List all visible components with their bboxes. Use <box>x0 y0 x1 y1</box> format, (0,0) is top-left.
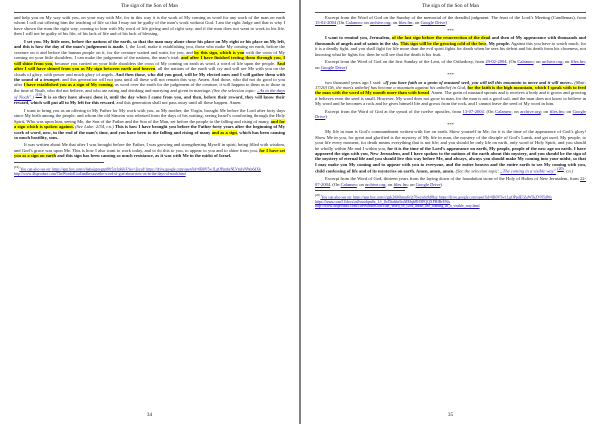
excerpt-citation: Excerpt from the Word of God on the first Sunday of the Lent, of the Orthodoxy, from 29-02-2004. (On Calameo; on archive.org; on files.fm; on Google Drive) <box>315 59 586 70</box>
paragraph: It was written about Me that after I was brought before the Father, I was growing and strengthening Myself in spirit, being filled with wisdom, and God’s grace was upon Me. This is how I also want to work today, and to do this to you, to appear to you and to shine from you, for I have set you as a sign on earth and this sign has been causing so much resistance, as it was with Me in the midst of Israel. <box>14 142 285 159</box>
right-page <box>301 0 600 424</box>
highlight: of the last sign before the resurrection of the dead <box>391 35 491 41</box>
left-page <box>0 0 299 424</box>
google-drive-link[interactable]: Google Drive <box>415 181 441 187</box>
paragraph: I set you. My little ones, before the nations of the earth, so that the man may alone chose his place on My right or his place on My left, and this is how the day of the man’s judgement is made. I, the Lord, make it establishing you, those who make My coming on earth, before the creature on it and before the human people on it, for the creature waited and waits for you, and by this sign, which is you with the cross of My coming on your little shoulders, I can make the judgement of the nations, the man’s trial; and after I have finished testing them through you, I will shine from you, because you carried on your little shoulders the cross of My coming on earth as word, a word of life upon the people. And after I will have shined from you as My sign between earth and heaven, all the nations of the earth will cry and will see Me with you on the clouds of glory, with power and much glory of angels. And then those, who did you good, will be My elected ones and I will gather them with the sound of a trumpet, and this generation will not pass until all these will not remain this way. Amen. And those, who did not do good to you after I have established you as a sign of My coming, as word over the earth for the judgement of the creature, it will happen to them as to those in the time of Noah, who did not believe, and who ate eating and drinking and marrying and given in marriage. (See the selection topic: „As in the days of Noah”.) $^{(19)}$ It is so they have always done it, until the day when I came from you, and then, before their reward, they will know their reward, which will put all to My left for this reward, and this generation shall not pass away until all these happen. Amen. <box>14 38 286 106</box>
separator: *** <box>447 121 454 127</box>
archive-link[interactable]: archive.org <box>364 181 386 187</box>
archive-link[interactable]: archive.org <box>520 108 541 114</box>
excerpt-citation: Excerpt from the Word of God on the Sunday of the memorial of the dreadful judgment. The feast of the Lord’s Meeting (Candlemas), from 15-02-2004 (On Calameo; on archive.org; on files.fm; on Google Drive) <box>315 15 586 26</box>
page-number: 34 <box>146 412 153 418</box>
highlight: and as a sign <box>211 129 237 135</box>
running-header: The sign of the Son of Man <box>120 3 179 9</box>
paragraph: I want to remind you, Jerusalem, of the last sign before the resurrection of the dead and then of My appearance with thousands and thousands of angels and of saints in the sky. This sign will be the growing cold of the love, My people. Against this you have to watch much, for it is a deadly fight, and you shall fight for life more than the evil spirit fights for death when he sees his defeat and his death from his closeness, not knowing what he fights for; then he will see that the death is his fruit. <box>315 35 586 57</box>
excerpt-citation: Excerpt from the Word of God, thirteen years from the laying down of the foundation stone of the Holy of Holies of New Jerusalem, from 22-07-2004. (On Calameo; on archive.org; on files.fm; on Google Drive) <box>315 176 586 187</box>
highlight: I have established you as a sign of My coming <box>23 82 113 88</box>
date-link[interactable]: 13-07-2004 <box>462 108 484 114</box>
highlight: for the faith is the high mountain, which I speak with to feed the man with the word of My mouth more than with bread <box>315 84 586 96</box>
footnote: $^{(20)}$ You can also see on: https://app.box.com/s/gzk2t6l6hmu6v2t76wixrlo9d8kq/ https://drive.google.com/open?id=0B0V5w1LgOPpdE1ZaW5kZVN5dWs https://issuu.com/1f/docs/aa5vuodqm0x_1/t_1h/Diahhe5txMMqb8918PQQXPHfBrEWu http://www.4fsproduct.com/TheWordofGod/1the_Word_of_God_about_the_coming_in_a_visible_way.html <box>315 193 552 209</box>
header-rule <box>315 12 586 13</box>
date-link[interactable]: 22-07-2004 <box>315 176 586 187</box>
page-body <box>14 15 285 176</box>
running-header: The sign of the Son of Man <box>421 3 480 9</box>
filesfm-link[interactable]: files.fm <box>398 20 413 26</box>
date-link[interactable]: 29-02-2004 <box>485 59 507 65</box>
filesfm-link[interactable]: files.fm <box>549 108 564 114</box>
footnote-ref[interactable]: (20) <box>557 167 564 172</box>
header-rule <box>14 12 285 13</box>
highlight: and after I have finished testing them through you, I will shine from you, <box>14 55 286 66</box>
excerpt-citation: Excerpt from the Word of God at the synod of the twelve apostles, from 13-07-2004. (On Calameo; on archive.org; on files.fm; on Google Drive) <box>315 108 586 120</box>
footnote-rule <box>315 190 405 191</box>
filesfm-link[interactable]: files.fm <box>570 59 585 65</box>
google-drive-link[interactable]: Google Drive <box>420 20 446 26</box>
footnote-ref[interactable]: (19) <box>35 93 42 98</box>
footnote-links[interactable]: You can also see on: https://app.box.com/s/habaigpregzp08r5zz1phjb3?sio=2iuxd/ https://drive.google.com/open?id=0B0V5w1LgOPpnbzNLVmJyNWp6dXk http://www.4fsproduct.com/TheWordofGod/andbecausethe-word-of-god-about-now-as-in-the-days-of-noah.html <box>14 167 261 176</box>
topic-link[interactable]: „The coming in a visible way” <box>500 168 557 174</box>
page-number: 35 <box>447 412 454 418</box>
filesfm-link[interactable]: files.fm <box>393 181 408 187</box>
highlight: This sign will be the growing cold of the love <box>400 40 487 46</box>
date-link[interactable]: 15-02-2004 <box>315 20 337 26</box>
calameo-link[interactable]: Calameo <box>517 59 534 65</box>
archive-link[interactable]: archive.org <box>541 59 563 65</box>
highlight: And after I will have shined from you as My sign between earth and heaven <box>14 60 285 72</box>
calameo-link[interactable]: Calameo <box>495 108 512 114</box>
archive-link[interactable]: archive.org <box>369 20 391 26</box>
paragraph: two thousand years ago I said: «If you have faith as a grain of mustard seed, you will tell this mountain to move and it will move». (Matt: 17/20) Oh, the man’s unbelief has become a mountain against his unbelief in God, for the faith is the high mountain, which I speak with to feed the man with the word of My mouth more than with bread. Amen. The grain of mustard sprouts and it receives a body and it grows and growing it believes even the seed is small. However, My word does not grow in man, for the man is not a good soil, and the man does not know to believe in My word and he becomes a rock and he gives himself life and grows from the rock, and I cannot leave the seed of My word in him. <box>315 79 586 107</box>
separator: *** <box>447 72 454 78</box>
calameo-link[interactable]: Calameo <box>345 20 362 26</box>
highlight: for I have set you as a sign on earth <box>14 147 285 159</box>
calameo-link[interactable]: Calameo <box>340 181 357 187</box>
highlight: and for a sign which is spoken against. <box>14 118 285 130</box>
google-drive-link[interactable]: Google Drive <box>320 64 346 70</box>
separator: *** <box>447 27 454 33</box>
paragraph: My life in man is God’s commandment written with fire on earth. Show yourself in Me, for it is the time of the appearance of God’s glory! Show Me in you, for great and glorified is the mystery of My life in man, the mystery of the disciple of God’s Lamb, and get used, My people, to your life every moment, for death means everything that is not life; and you should be only life on earth, only word of Holy Spirit, and you should be wholly within Me and I within you, for it is the time of the Lord’s appearance on earth, My people, people of the new age on earth. I have appeared the sign with you, New Jerusalem, and I have spoken to the nations of the earth about this mystery, and you should be the sign of the mystery of eternal life and you should live this way before Me, and always, always you should make My coming into your midst, so that I may make you My coming and to appear with you to everyone, and the entire heaven and the entire earth to see My coming with you, child confessing of life and of its mysteries on earth. Amen, amen, amen. (See the selection topic: „The coming in a visible way” $^{(20)}$. r.n.) <box>315 129 586 174</box>
footnote-rule <box>14 162 104 163</box>
topic-link[interactable]: „As in the days of Noah” <box>14 87 285 100</box>
page-body <box>315 15 586 209</box>
google-drive-link[interactable]: Google Drive <box>315 108 586 120</box>
footnote-links[interactable]: You can also see on: https://app.box.com/s/gzk2t6l6hmu6v2t76wixrlo9d8kq/ https://drive.google.com/open?id=0B0V5w1LgOPpdE1ZaW5kZVN5dWs https://issuu.com/1f/docs/aa5vuodqm0x_1/t_1h/Diahhe5txMMqb8918PQQXPHfBrEWu http://www.4fsproduct.com/TheWordofGod/1the_Word_of_God_about_the_coming_in_a_visible_way.html <box>315 195 552 209</box>
footnote: $^{(19)}$ You can also see on: https://app.box.com/s/habaigpregzp08r5zz1phjb3?sio=2iuxd/ https://drive.google.com/open?id=0B0V5w1LgOPpnbzNLVmJyNWp6dXk http://www.4fsproduct.com/TheWordofGod/andbecausethe-word-of-god-about-now-as-in-the-days-of-noah.html <box>14 164 261 176</box>
highlight: by this sign, which is you <box>194 49 245 55</box>
paragraph: I want to bring you as an offering to My Father for My work with you, as My mother, the Virgin, brought Me before the Lord after forty days since My birth among the people, and whom the old Simeon was released from the days of his waiting, seeing Israel’s comforting through the Holy Spirit, Who was upon him, seeing Me, the Son of the Father and the Son of the Man, set before the people to the falling and rising of many, and for a sign which is spoken against. (See Luke: 2/34, r.n.) This is how I have brought you before the Father forty years after the beginning of My work of word, now, in the end of the man’s time, and you have been to the falling and rising of many and as a sign, which has been causing so much hostility, sons. <box>14 107 285 141</box>
paragraph: and help you on My way with you, on your way with Me, for in this way it is the work of My coming as word for any work of the man on earth whom I call out offering him the teaching of life so that I may not be guilty of the man’s work without God. I am the right Judge and that is why I have shown the man the right way, coming to him with My word of life giving and of right way, and if the man does not want to work in his life, then I will not be guilty of his life, of his lack of life and of his lack of blessing. <box>14 15 285 37</box>
